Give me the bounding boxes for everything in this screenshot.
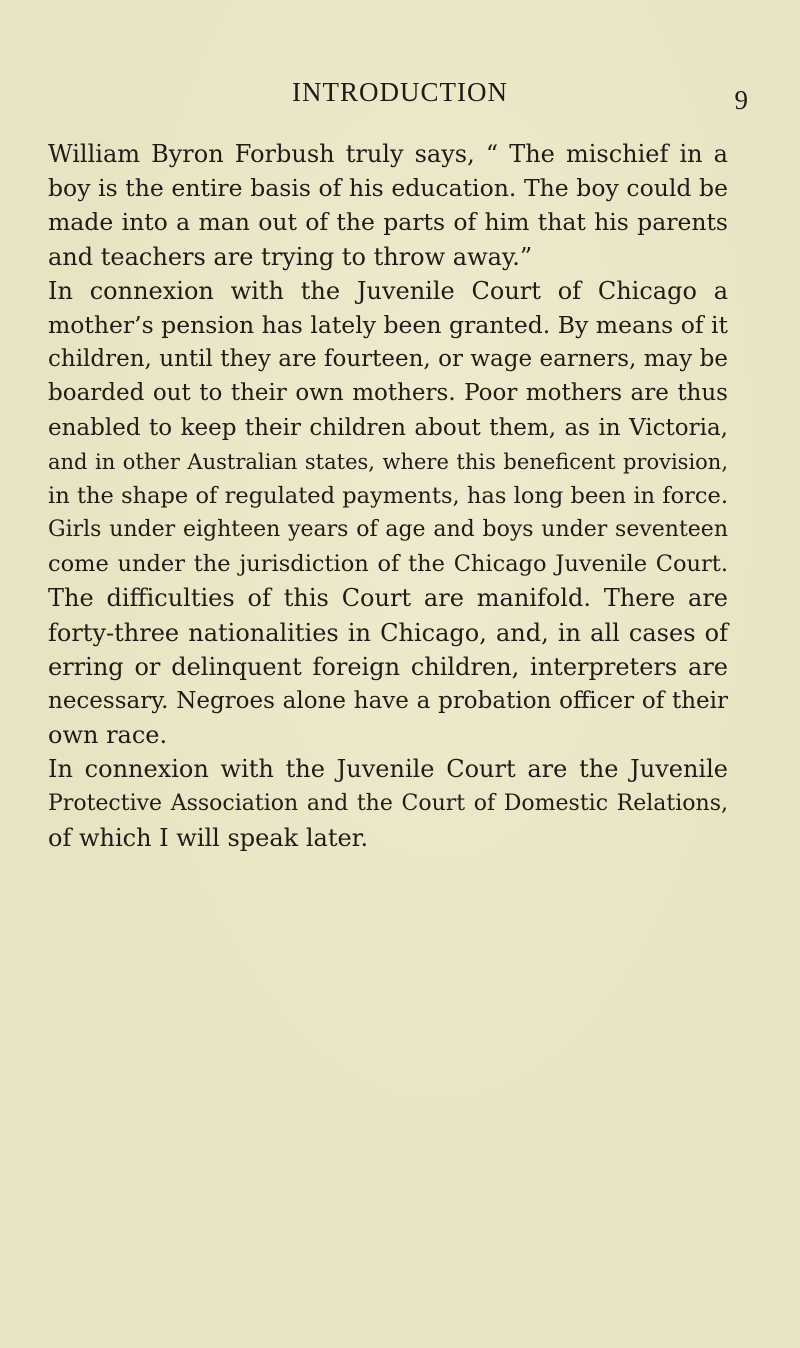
text-line: necessary. Negroes alone have a probation officer of their bbox=[48, 688, 728, 714]
text-line: children, until they are fourteen, or wage earners, may be bbox=[48, 346, 728, 373]
text-line: of which I will speak later. bbox=[48, 823, 369, 852]
text-line: boarded out to their own mothers. Poor mothers are thus bbox=[48, 380, 728, 407]
text-line: and in other Australian states, where this beneficent provision, bbox=[48, 449, 728, 474]
text-line: enabled to keep their children about them, as in Victoria, bbox=[48, 414, 728, 441]
text-line: come under the jurisdiction of the Chicago Juvenile Court. bbox=[48, 551, 728, 578]
text-line: own race. bbox=[48, 721, 168, 750]
body-text bbox=[48, 137, 728, 855]
text-line: in the shape of regulated payments, has long been in force. bbox=[48, 482, 728, 509]
text-line: and teachers are trying to throw away.” bbox=[48, 242, 533, 271]
text-line: Girls under eighteen years of age and boys under seventeen bbox=[48, 517, 728, 543]
text-line: erring or delinquent foreign children, interpreters are bbox=[48, 652, 728, 681]
text-line: mother’s pension has lately been granted. By means of it bbox=[48, 310, 728, 339]
text-line: boy is the entire basis of his education. The boy could be bbox=[48, 174, 728, 203]
text-line: In connexion with the Juvenile Court of Chicago a bbox=[48, 276, 728, 305]
text-line: forty-three nationalities in Chicago, and, in all cases of bbox=[48, 618, 728, 647]
text-line: William Byron Forbush truly says, “ The mischief in a bbox=[48, 140, 728, 168]
text-line: Protective Association and the Court of Domestic Relations, bbox=[48, 790, 728, 816]
chapter-heading: INTRODUCTION bbox=[292, 77, 508, 107]
running-head bbox=[0, 72, 800, 115]
text-line: The difficulties of this Court are manifold. There are bbox=[48, 584, 728, 613]
page-number: 9 bbox=[734, 85, 748, 115]
text-line: made into a man out of the parts of him that his parents bbox=[48, 208, 728, 237]
text-line: In connexion with the Juvenile Court are the Juvenile bbox=[48, 755, 728, 784]
